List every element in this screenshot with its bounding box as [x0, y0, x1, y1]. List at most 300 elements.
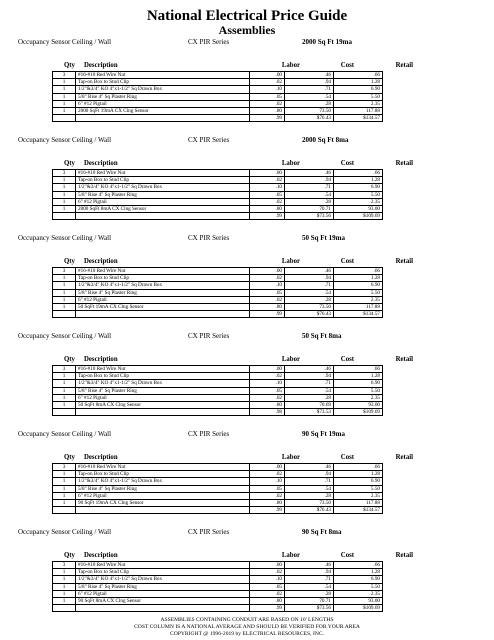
- cell-retail: 1.28: [334, 177, 383, 184]
- cell-cost: .94: [285, 569, 334, 576]
- section-series: CX PIR Series: [188, 332, 230, 340]
- cell-retail: .66: [334, 170, 383, 177]
- cell-description: 2000 SqFt 8mA CX Clng Sensor: [76, 205, 250, 212]
- footer-copyright: COPYRIGHT @ 1996-2019 by ELECTRICAL RESOURCES, INC.: [169, 631, 324, 637]
- footer-note-conduit: ASSEMBLIES CONTAINING CONDUIT ARE BASED ON 10' LENGTHS: [160, 617, 334, 623]
- cell-retail: 2.35: [334, 100, 383, 107]
- cell-labor: .05: [250, 289, 285, 296]
- cell-labor: .02: [250, 177, 285, 184]
- column-header-labor: Labor: [281, 160, 300, 167]
- total-cost: $76.43: [285, 311, 334, 318]
- table-row: [53, 275, 383, 282]
- cell-retail: .66: [334, 562, 383, 569]
- table-row: [53, 72, 383, 79]
- table-row: [53, 471, 383, 478]
- cell-qty: 1: [53, 303, 76, 310]
- total-row: [53, 115, 383, 122]
- cell-qty: 1: [53, 492, 76, 499]
- cell-qty: 3: [53, 562, 76, 569]
- total-cost: $73.56: [285, 605, 334, 612]
- total-labor: .99: [250, 605, 285, 612]
- cell-labor: .02: [250, 79, 285, 86]
- assembly-section: [0, 332, 494, 428]
- cell-description: 1/2"&3/4" KO 4"x1-1/2" Sq Drawn Box: [76, 380, 250, 387]
- cell-retail: 6.90: [334, 576, 383, 583]
- cell-cost: 70.71: [285, 597, 334, 604]
- cell-qty: [53, 409, 76, 416]
- cell-cost: .46: [285, 170, 334, 177]
- cell-cost: .71: [285, 576, 334, 583]
- cell-cost: .54: [285, 583, 334, 590]
- cell-labor: .80: [250, 597, 285, 604]
- cell-cost: 70.69: [285, 401, 334, 408]
- column-header-description: Description: [84, 552, 118, 559]
- cell-description: 5/8" Rise 4" Sq Plaster Ring: [76, 93, 250, 100]
- cell-labor: .00: [250, 562, 285, 569]
- cell-description: 6" #12 Pigtail: [76, 100, 250, 107]
- cell-labor: .02: [250, 394, 285, 401]
- cell-qty: 1: [53, 583, 76, 590]
- cell-labor: .02: [250, 296, 285, 303]
- cell-cost: 70.71: [285, 205, 334, 212]
- table-row: [53, 478, 383, 485]
- table-row: [53, 86, 383, 93]
- total-cost: $76.43: [285, 507, 334, 514]
- cell-labor: .00: [250, 268, 285, 275]
- column-header-qty: Qty: [64, 160, 75, 167]
- cell-qty: 1: [53, 569, 76, 576]
- table-row: [53, 464, 383, 471]
- cell-cost: 73.50: [285, 303, 334, 310]
- cell-labor: .00: [250, 170, 285, 177]
- table-row: [53, 79, 383, 86]
- cell-retail: 2.35: [334, 492, 383, 499]
- table-row: [53, 205, 383, 212]
- cell-labor: .10: [250, 478, 285, 485]
- cell-retail: 117.88: [334, 303, 383, 310]
- cell-retail: 2.35: [334, 590, 383, 597]
- table-row: [53, 492, 383, 499]
- cell-qty: [53, 311, 76, 318]
- column-header-retail: Retail: [395, 258, 413, 265]
- cell-cost: .54: [285, 485, 334, 492]
- table-row: [53, 107, 383, 114]
- section-series: CX PIR Series: [188, 528, 230, 536]
- cell-cost: .46: [285, 268, 334, 275]
- cell-qty: 3: [53, 268, 76, 275]
- section-series: CX PIR Series: [188, 38, 230, 46]
- cell-qty: 1: [53, 198, 76, 205]
- table-row: [53, 394, 383, 401]
- cell-labor: .05: [250, 387, 285, 394]
- cell-qty: 1: [53, 380, 76, 387]
- table-row: [53, 366, 383, 373]
- cell-description: #16-#10 Red Wire Nut: [76, 562, 250, 569]
- column-header-cost: Cost: [340, 454, 354, 461]
- cell-qty: 1: [53, 93, 76, 100]
- cell-cost: .71: [285, 380, 334, 387]
- cell-description: 5/8" Rise 4" Sq Plaster Ring: [76, 583, 250, 590]
- column-header-retail: Retail: [395, 356, 413, 363]
- items-table: [52, 463, 383, 514]
- cell-cost: .94: [285, 373, 334, 380]
- cell-labor: .05: [250, 485, 285, 492]
- cell-cost: .28: [285, 590, 334, 597]
- cell-qty: 1: [53, 471, 76, 478]
- section-size: 90 Sq Ft 19ma: [302, 430, 345, 438]
- cell-retail: 1.28: [334, 569, 383, 576]
- cell-labor: .80: [250, 205, 285, 212]
- table-row: [53, 296, 383, 303]
- section-category: Occupancy Sensor Ceiling / Wall: [18, 430, 112, 438]
- cell-retail: 2.35: [334, 394, 383, 401]
- assembly-section: [0, 430, 494, 526]
- cell-description: 1/2"&3/4" KO 4"x1-1/2" Sq Drawn Box: [76, 282, 250, 289]
- cell-labor: .02: [250, 471, 285, 478]
- cell-labor: .02: [250, 569, 285, 576]
- total-retail: $109.69: [334, 213, 383, 220]
- total-labor: .98: [250, 409, 285, 416]
- cell-description: Tap-on Box to Stud Clip: [76, 569, 250, 576]
- cell-cost: .54: [285, 289, 334, 296]
- items-table: [52, 169, 383, 220]
- cell-description: 50 SqFt 19mA CX Clng Sensor: [76, 303, 250, 310]
- cell-qty: 1: [53, 597, 76, 604]
- cell-cost: .46: [285, 72, 334, 79]
- section-category: Occupancy Sensor Ceiling / Wall: [18, 38, 112, 46]
- cell-description: [76, 507, 250, 514]
- cell-retail: .66: [334, 72, 383, 79]
- column-header-qty: Qty: [64, 356, 75, 363]
- cell-qty: 1: [53, 184, 76, 191]
- cell-cost: .46: [285, 562, 334, 569]
- table-row: [53, 268, 383, 275]
- cell-qty: [53, 507, 76, 514]
- total-row: [53, 605, 383, 612]
- cell-qty: 1: [53, 86, 76, 93]
- column-header-labor: Labor: [281, 454, 300, 461]
- column-header-description: Description: [84, 160, 118, 167]
- table-row: [53, 177, 383, 184]
- page-subtitle: Assemblies: [218, 23, 276, 37]
- cell-description: 6" #12 Pigtail: [76, 296, 250, 303]
- total-labor: .99: [250, 213, 285, 220]
- cell-cost: .28: [285, 394, 334, 401]
- column-header-description: Description: [84, 258, 118, 265]
- assembly-section: [0, 136, 494, 232]
- cell-description: #16-#10 Red Wire Nut: [76, 72, 250, 79]
- total-labor: .99: [250, 115, 285, 122]
- section-series: CX PIR Series: [188, 136, 230, 144]
- cell-description: 6" #12 Pigtail: [76, 198, 250, 205]
- cell-retail: 93.00: [334, 205, 383, 212]
- column-header-qty: Qty: [64, 552, 75, 559]
- cell-cost: .54: [285, 93, 334, 100]
- table-row: [53, 380, 383, 387]
- cell-retail: .66: [334, 366, 383, 373]
- cell-labor: .05: [250, 583, 285, 590]
- items-table: [52, 267, 383, 318]
- total-labor: .99: [250, 507, 285, 514]
- cell-description: 1/2"&3/4" KO 4"x1-1/2" Sq Drawn Box: [76, 184, 250, 191]
- cell-labor: .02: [250, 198, 285, 205]
- column-header-retail: Retail: [395, 454, 413, 461]
- cell-qty: 1: [53, 205, 76, 212]
- section-size: 2000 Sq Ft 8ma: [302, 136, 349, 144]
- cell-qty: 1: [53, 373, 76, 380]
- cell-labor: .02: [250, 100, 285, 107]
- column-header-cost: Cost: [340, 356, 354, 363]
- cell-description: 90 SqFt 19mA CX Clng Sensor: [76, 499, 250, 506]
- table-row: [53, 303, 383, 310]
- cell-cost: .71: [285, 184, 334, 191]
- cell-labor: .05: [250, 191, 285, 198]
- cell-description: 5/8" Rise 4" Sq Plaster Ring: [76, 387, 250, 394]
- cell-cost: .71: [285, 86, 334, 93]
- cell-qty: [53, 605, 76, 612]
- assembly-section: [0, 38, 494, 134]
- section-size: 90 Sq Ft 8ma: [302, 528, 342, 536]
- table-row: [53, 499, 383, 506]
- cell-labor: .10: [250, 184, 285, 191]
- cell-cost: .54: [285, 387, 334, 394]
- table-row: [53, 191, 383, 198]
- cell-labor: .00: [250, 366, 285, 373]
- total-row: [53, 213, 383, 220]
- total-row: [53, 507, 383, 514]
- column-header-cost: Cost: [340, 62, 354, 69]
- cell-description: 2000 SqFt 19mA CX Clng Sensor: [76, 107, 250, 114]
- column-header-description: Description: [84, 62, 118, 69]
- cell-qty: 1: [53, 590, 76, 597]
- column-header-cost: Cost: [340, 160, 354, 167]
- cell-cost: .46: [285, 464, 334, 471]
- cell-description: #16-#10 Red Wire Nut: [76, 366, 250, 373]
- total-row: [53, 409, 383, 416]
- cell-cost: .28: [285, 492, 334, 499]
- cell-retail: 5.50: [334, 289, 383, 296]
- cell-retail: .66: [334, 268, 383, 275]
- total-retail: $109.69: [334, 409, 383, 416]
- cell-qty: 1: [53, 79, 76, 86]
- cell-description: [76, 605, 250, 612]
- table-row: [53, 562, 383, 569]
- cell-description: 6" #12 Pigtail: [76, 590, 250, 597]
- cell-labor: .00: [250, 464, 285, 471]
- cell-description: 5/8" Rise 4" Sq Plaster Ring: [76, 191, 250, 198]
- total-cost: $73.56: [285, 213, 334, 220]
- column-header-retail: Retail: [395, 62, 413, 69]
- cell-retail: 6.90: [334, 184, 383, 191]
- table-row: [53, 93, 383, 100]
- cell-retail: 93.00: [334, 597, 383, 604]
- cell-retail: 6.90: [334, 478, 383, 485]
- items-table: [52, 71, 383, 122]
- cell-labor: .02: [250, 590, 285, 597]
- cell-retail: 6.90: [334, 380, 383, 387]
- assembly-section: [0, 234, 494, 330]
- section-size: 50 Sq Ft 19ma: [302, 234, 345, 242]
- cell-description: 6" #12 Pigtail: [76, 492, 250, 499]
- cell-cost: .46: [285, 366, 334, 373]
- cell-description: Tap-on Box to Stud Clip: [76, 373, 250, 380]
- column-header-retail: Retail: [395, 552, 413, 559]
- cell-cost: .54: [285, 191, 334, 198]
- cell-description: [76, 115, 250, 122]
- cell-description: Tap-on Box to Stud Clip: [76, 177, 250, 184]
- page-title: National Electrical Price Guide: [146, 8, 348, 24]
- table-row: [53, 597, 383, 604]
- items-table: [52, 561, 383, 612]
- column-header-qty: Qty: [64, 258, 75, 265]
- assembly-section: [0, 528, 494, 624]
- column-header-cost: Cost: [340, 258, 354, 265]
- total-retail: $134.57: [334, 311, 383, 318]
- cell-qty: 1: [53, 289, 76, 296]
- column-header-labor: Labor: [281, 356, 300, 363]
- table-row: [53, 170, 383, 177]
- cell-labor: .02: [250, 492, 285, 499]
- cell-description: 5/8" Rise 4" Sq Plaster Ring: [76, 289, 250, 296]
- cell-retail: 6.90: [334, 282, 383, 289]
- cell-labor: .10: [250, 380, 285, 387]
- column-header-qty: Qty: [64, 454, 75, 461]
- cell-cost: .94: [285, 471, 334, 478]
- cell-retail: 117.88: [334, 499, 383, 506]
- cell-cost: 73.50: [285, 107, 334, 114]
- cell-description: Tap-on Box to Stud Clip: [76, 275, 250, 282]
- total-cost: $73.53: [285, 409, 334, 416]
- cell-retail: 6.90: [334, 86, 383, 93]
- cell-qty: 3: [53, 72, 76, 79]
- column-header-cost: Cost: [340, 552, 354, 559]
- cell-labor: .00: [250, 72, 285, 79]
- cell-labor: .10: [250, 282, 285, 289]
- column-header-labor: Labor: [281, 552, 300, 559]
- cell-retail: 5.50: [334, 583, 383, 590]
- cell-qty: 1: [53, 394, 76, 401]
- items-table: [52, 365, 383, 416]
- cell-description: #16-#10 Red Wire Nut: [76, 268, 250, 275]
- cell-description: [76, 213, 250, 220]
- table-row: [53, 100, 383, 107]
- cell-retail: 117.88: [334, 107, 383, 114]
- cell-qty: [53, 213, 76, 220]
- total-cost: $76.43: [285, 115, 334, 122]
- cell-qty: 1: [53, 107, 76, 114]
- cell-qty: 1: [53, 499, 76, 506]
- cell-qty: 1: [53, 478, 76, 485]
- cell-retail: .66: [334, 464, 383, 471]
- section-category: Occupancy Sensor Ceiling / Wall: [18, 332, 112, 340]
- table-row: [53, 401, 383, 408]
- cell-description: Tap-on Box to Stud Clip: [76, 471, 250, 478]
- cell-qty: 1: [53, 576, 76, 583]
- column-header-labor: Labor: [281, 62, 300, 69]
- footer-note-cost: COST COLUMN IS A NATIONAL AVERAGE AND SHOULD BE VERIFIED FOR YOUR AREA: [134, 624, 360, 630]
- cell-cost: .28: [285, 198, 334, 205]
- cell-qty: 1: [53, 177, 76, 184]
- table-row: [53, 373, 383, 380]
- cell-qty: 1: [53, 387, 76, 394]
- column-header-description: Description: [84, 454, 118, 461]
- cell-retail: 2.35: [334, 296, 383, 303]
- cell-qty: 1: [53, 296, 76, 303]
- table-row: [53, 282, 383, 289]
- section-category: Occupancy Sensor Ceiling / Wall: [18, 136, 112, 144]
- cell-description: #16-#10 Red Wire Nut: [76, 464, 250, 471]
- cell-description: [76, 409, 250, 416]
- cell-labor: .80: [250, 107, 285, 114]
- section-series: CX PIR Series: [188, 234, 230, 242]
- column-header-description: Description: [84, 356, 118, 363]
- cell-description: [76, 311, 250, 318]
- table-row: [53, 576, 383, 583]
- cell-labor: .05: [250, 93, 285, 100]
- cell-retail: 1.28: [334, 79, 383, 86]
- table-row: [53, 583, 383, 590]
- table-row: [53, 485, 383, 492]
- table-row: [53, 184, 383, 191]
- table-row: [53, 569, 383, 576]
- cell-qty: 1: [53, 191, 76, 198]
- cell-description: #16-#10 Red Wire Nut: [76, 170, 250, 177]
- cell-qty: [53, 115, 76, 122]
- cell-labor: .80: [250, 401, 285, 408]
- column-header-qty: Qty: [64, 62, 75, 69]
- section-size: 50 Sq Ft 8ma: [302, 332, 342, 340]
- cell-cost: .94: [285, 275, 334, 282]
- cell-description: 6" #12 Pigtail: [76, 394, 250, 401]
- total-retail: $134.57: [334, 115, 383, 122]
- total-row: [53, 311, 383, 318]
- table-row: [53, 198, 383, 205]
- section-series: CX PIR Series: [188, 430, 230, 438]
- cell-description: 5/8" Rise 4" Sq Plaster Ring: [76, 485, 250, 492]
- total-labor: .99: [250, 311, 285, 318]
- cell-retail: 1.28: [334, 275, 383, 282]
- cell-qty: 3: [53, 170, 76, 177]
- cell-retail: 93.00: [334, 401, 383, 408]
- cell-cost: .28: [285, 100, 334, 107]
- cell-retail: 5.50: [334, 93, 383, 100]
- cell-labor: .10: [250, 576, 285, 583]
- cell-labor: .80: [250, 303, 285, 310]
- cell-description: 50 SqFt 8mA CX Clng Sensor: [76, 401, 250, 408]
- cell-description: Tap-on Box to Stud Clip: [76, 79, 250, 86]
- cell-qty: 1: [53, 282, 76, 289]
- cell-qty: 3: [53, 366, 76, 373]
- table-row: [53, 590, 383, 597]
- table-row: [53, 387, 383, 394]
- cell-cost: .71: [285, 478, 334, 485]
- cell-qty: 1: [53, 485, 76, 492]
- cell-qty: 1: [53, 100, 76, 107]
- cell-labor: .02: [250, 275, 285, 282]
- cell-qty: 1: [53, 401, 76, 408]
- cell-description: 90 SqFt 8mA CX Clng Sensor: [76, 597, 250, 604]
- cell-retail: 5.50: [334, 485, 383, 492]
- cell-cost: 73.50: [285, 499, 334, 506]
- section-size: 2000 Sq Ft 19ma: [302, 38, 352, 46]
- cell-retail: 1.28: [334, 471, 383, 478]
- cell-cost: .71: [285, 282, 334, 289]
- cell-description: 1/2"&3/4" KO 4"x1-1/2" Sq Drawn Box: [76, 478, 250, 485]
- cell-retail: 5.50: [334, 387, 383, 394]
- table-row: [53, 289, 383, 296]
- cell-retail: 5.50: [334, 191, 383, 198]
- column-header-labor: Labor: [281, 258, 300, 265]
